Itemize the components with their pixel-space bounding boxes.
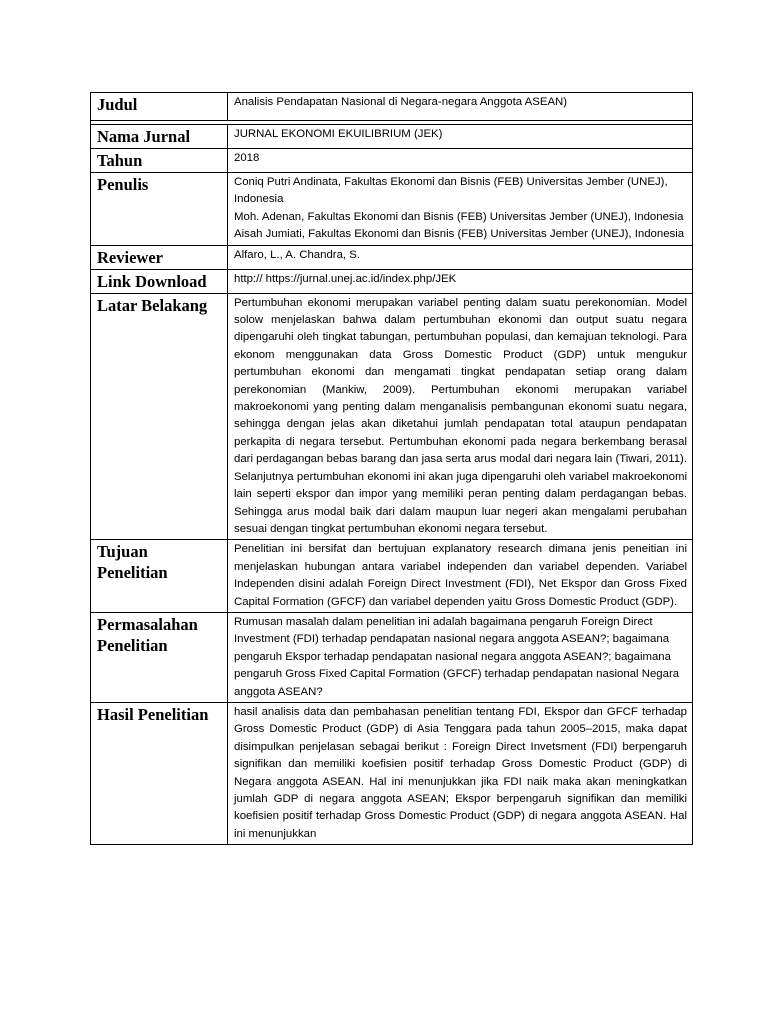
value-judul: Analisis Pendapatan Nasional di Negara-negara Anggota ASEAN) — [228, 93, 693, 121]
value-nama-jurnal: JURNAL EKONOMI EKUILIBRIUM (JEK) — [228, 125, 693, 149]
value-penulis — [228, 173, 693, 246]
review-table — [90, 92, 693, 845]
label-penulis: Penulis — [91, 173, 228, 246]
label-hasil-penelitian: Hasil Penelitian — [91, 702, 228, 844]
value-tujuan-penelitian: Penelitian ini bersifat dan bertujuan explanatory research dimana jenis peneitian ini menjelaskan hubungan antara variabel independen dan variabel dependen. Variabel Independen disini adalah Foreign Direct Investment (FDI), Net Ekspor dan Gross Fixed Capital Formation (GFCF) dan variabel dependen yaitu Gross Domestic Product (GDP). — [228, 540, 693, 613]
row-hasil-penelitian — [91, 702, 693, 844]
value-link-download[interactable]: http:// https://jurnal.unej.ac.id/index.php/JEK — [228, 269, 693, 293]
row-link-download — [91, 269, 693, 293]
label-tahun: Tahun — [91, 149, 228, 173]
row-permasalahan-penelitian — [91, 612, 693, 702]
row-judul — [91, 93, 693, 121]
row-reviewer — [91, 245, 693, 269]
value-tahun: 2018 — [228, 149, 693, 173]
row-tahun — [91, 149, 693, 173]
label-nama-jurnal: Nama Jurnal — [91, 125, 228, 149]
row-penulis — [91, 173, 693, 246]
value-reviewer: Alfaro, L., A. Chandra, S. — [228, 245, 693, 269]
label-permasalahan-penelitian: Permasalahan Penelitian — [91, 612, 228, 702]
label-reviewer: Reviewer — [91, 245, 228, 269]
author-1: Coniq Putri Andinata, Fakultas Ekonomi dan Bisnis (FEB) Universitas Jember (UNEJ), Indonesia — [234, 176, 668, 206]
row-tujuan-penelitian — [91, 540, 693, 613]
value-permasalahan-penelitian: Rumusan masalah dalam penelitian ini adalah bagaimana pengaruh Foreign Direct Investment (FDI) terhadap pendapatan nasional negara anggota ASEAN?; bagaimana pengaruh Ekspor terhadap pendapatan nasional negara anggota ASEAN?; bagaimana pengaruh Gross Fixed Capital Formation (GFCF) terhadap pendapatan nasional Negara anggota ASEAN? — [228, 612, 693, 702]
row-nama-jurnal — [91, 125, 693, 149]
label-link-download: Link Download — [91, 269, 228, 293]
label-tujuan-penelitian: Tujuan Penelitian — [91, 540, 228, 613]
row-latar-belakang — [91, 293, 693, 540]
author-3: Aisah Jumiati, Fakultas Ekonomi dan Bisnis (FEB) Universitas Jember (UNEJ), Indonesia — [234, 228, 685, 241]
label-latar-belakang: Latar Belakang — [91, 293, 228, 540]
label-judul: Judul — [91, 93, 228, 121]
value-latar-belakang: Pertumbuhan ekonomi merupakan variabel penting dalam suatu perekonomian. Model solow menjelaskan bahwa dalam pertumbuhan ekonomi dan output suatu negara dipengaruhi oleh tingkat tabungan, pertumbuhan populasi, dan kemajuan teknologi. Para ekonom menggunakan data Gross Domestic Product (GDP) untuk mengukur pertumbuhan ekonomi dan mengamati tingkat pendapatan setiap orang dalam perekonomian (Mankiw, 2009). Pertumbuhan ekonomi merupakan variabel makroekonomi yang penting dalam menganalisis pembangunan ekonomi suatu negara, sehingga dengan jelas akan diketahui jumlah pendapatan total ataupun pendapatan perkapita di negara tersebut. Pertumbuhan ekonomi pada negara berkembang berasal dari perdagangan bebas barang dan jasa serta arus modal dari negara lain (Tiwari, 2011). Selanjutnya pertumbuhan ekonomi ini akan juga dipengaruhi oleh variabel makroekonomi lain seperti ekspor dan impor yang memiliki peran penting dalam perdagangan bebas. Sehingga arus modal baik dari dalam maupun luar negeri akan mengalami perubahan sesuai dengan tingkat pertumbuhan ekonomi negara tersebut. — [228, 293, 693, 540]
value-hasil-penelitian: hasil analisis data dan pembahasan penelitian tentang FDI, Ekspor dan GFCF terhadap Gross Domestic Product (GDP) di Asia Tenggara pada tahun 2005–2015, maka dapat disimpulkan penjelasan sebagai berikut : Foreign Direct Invetsment (FDI) berpengaruh signifikan dan memiliki koefisien positif terhadap Gross Domestic Product (GDP) di Negara anggota ASEAN. Hal ini menunjukkan jika FDI naik maka akan meningkatkan jumlah GDP di negara anggota ASEAN; Ekspor berpengaruh signifikan dan memiliki koefisien positif terhadap Gross Domestic Product (GDP) di negara anggota ASEAN. Hal ini menunjukkan — [228, 702, 693, 844]
author-2: Moh. Adenan, Fakultas Ekonomi dan Bisnis (FEB) Universitas Jember (UNEJ), Indonesia — [234, 210, 684, 223]
